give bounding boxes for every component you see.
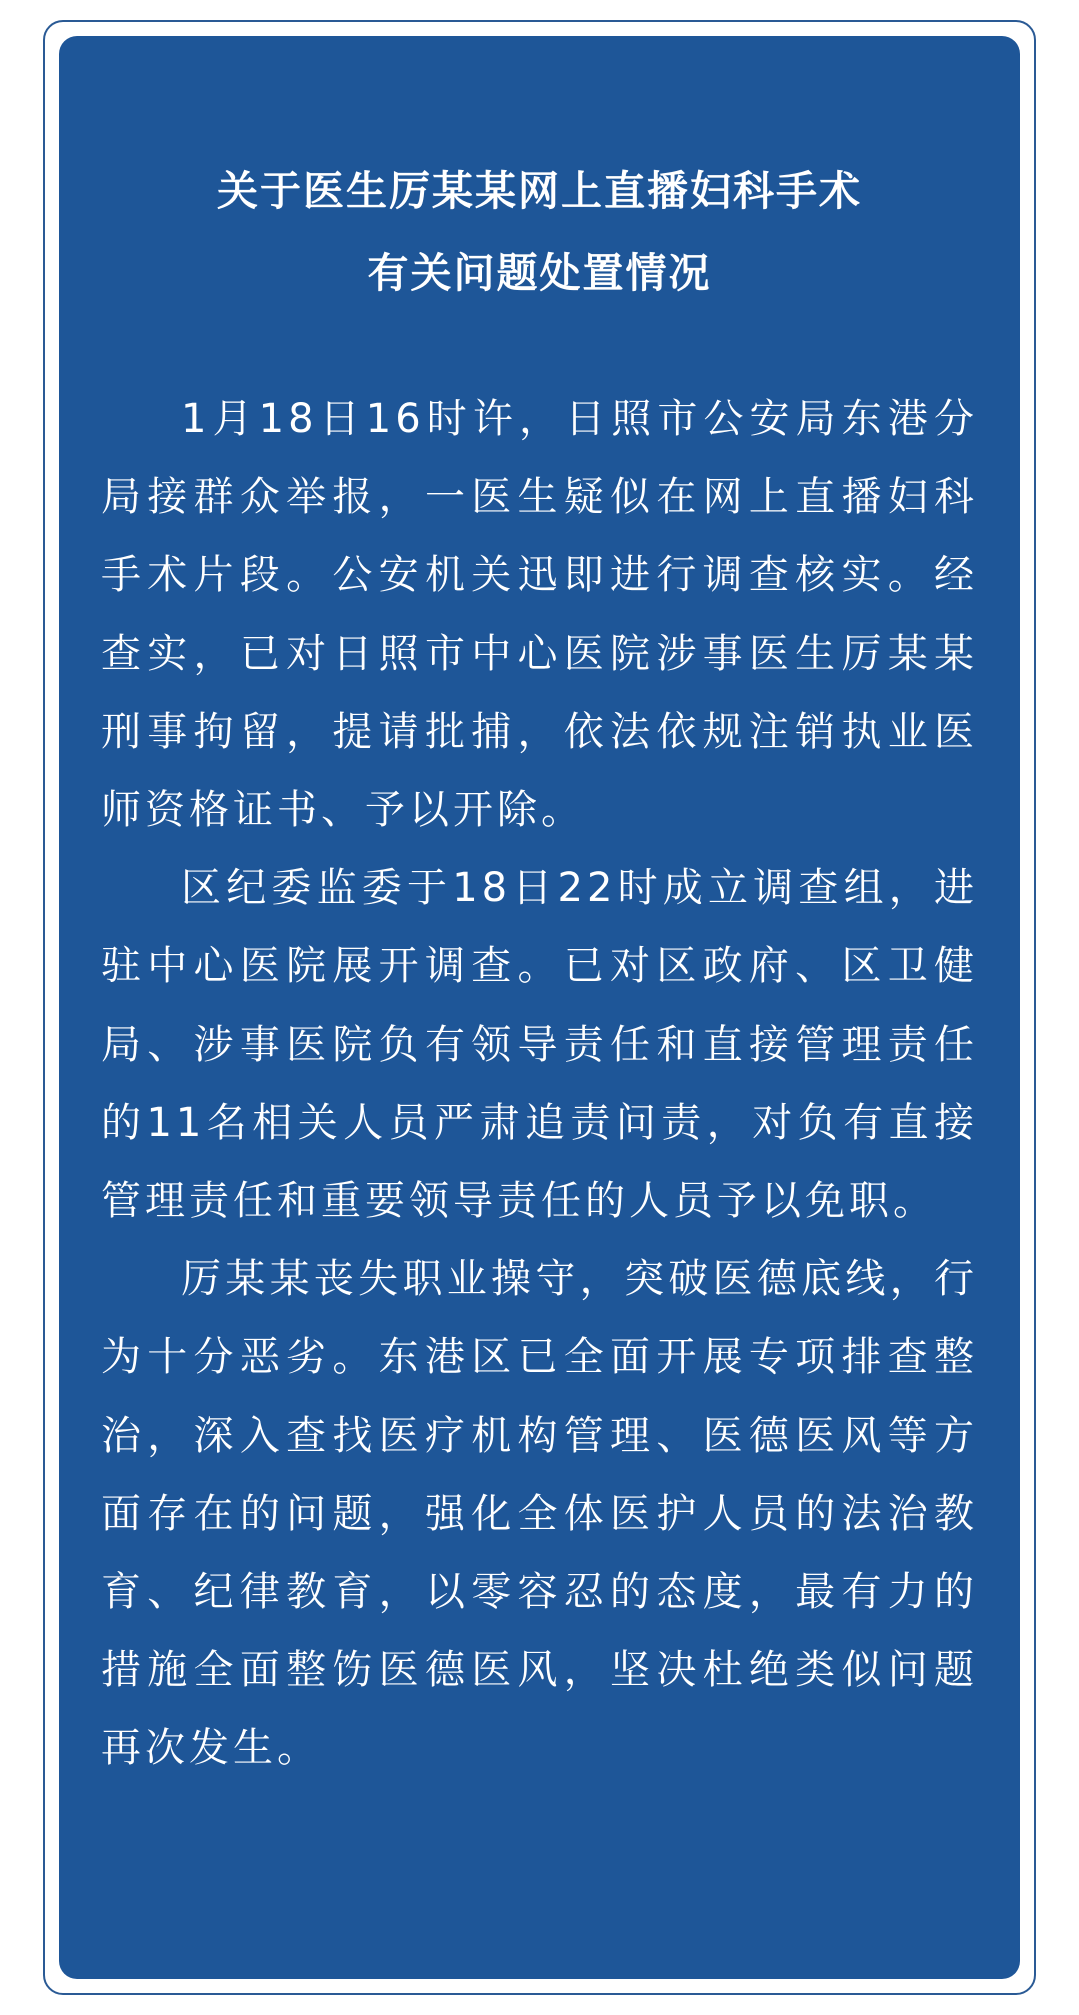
title-line-2: 有关问题处置情况 bbox=[367, 249, 712, 297]
paragraph-2: 区纪委监委于18日22时成立调查组，进驻中心医院展开调查。已对区政府、区卫健局、涉事医院负有领导责任和直接管理责任的11名相关人员严肃追责问责，对负有直接管理责任和重要领导责任的人员予以免职。 bbox=[101, 865, 978, 1225]
notice-title bbox=[59, 150, 1020, 314]
title-line-1: 关于医生厉某某网上直播妇科手术 bbox=[217, 167, 862, 215]
paragraph-1: 1月18日16时许，日照市公安局东港分局接群众举报，一医生疑似在网上直播妇科手术片段。公安机关迅即进行调查核实。经查实，已对日照市中心医院涉事医生厉某某刑事拘留，提请批捕，依法依规注销执业医师资格证书、予以开除。 bbox=[101, 396, 978, 834]
paragraph-3: 厉某某丧失职业操守，突破医德底线，行为十分恶劣。东港区已全面开展专项排查整治，深入查找医疗机构管理、医德医风等方面存在的问题，强化全体医护人员的法治教育、纪律教育，以零容忍的态度，最有力的措施全面整饬医德医风，坚决杜绝类似问题再次发生。 bbox=[101, 1256, 978, 1772]
notice-body bbox=[101, 380, 978, 1788]
